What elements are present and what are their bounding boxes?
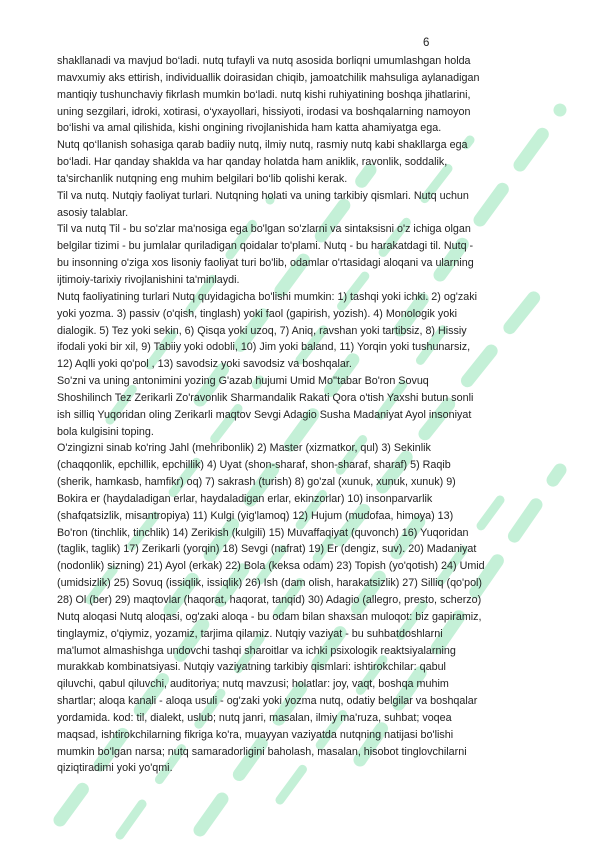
text-line: bola kulgisini toping. [57, 425, 154, 438]
text-line: Til va nutq Til - bu so'zlar ma'nosiga ega bo'lgan so'zlarni va sintaksisni o'z ichiga olgan [57, 223, 471, 236]
text-line: mumkin bo'lgan narsa; nutq samaradorligini baholash, masalan, hisobot tinglovchilarni [57, 745, 467, 758]
text-line: uning sezgilari, idroki, xotirasi, o‘yxayollari, hissiyoti, irodasi va boshqalarning namoyon [57, 105, 471, 118]
text-line: ta’sirchanlik nutqning eng muhim belgilari bo‘lib qolishi kerak. [57, 172, 348, 185]
text-line: O'zingizni sinab ko'ring Jahl (mehribonlik) 2) Master (xizmatkor, qul) 3) Sekinlik [57, 442, 431, 455]
text-line: mavxumiy aks ettirish, individuallik doirasidan chiqib, jamoatchilik mahsuliga aylanadigan [57, 71, 480, 84]
text-line: (shafqatsizlik, misantropiya) 11) Kulgi (yig'lamoq) 12) Hujum (mudofaa, himoya) 13) [57, 509, 454, 522]
text-line: Nutq aloqasi Nutq aloqasi, og'zaki aloqa - bu odam bilan shaxsan muloqot: biz gapiramiz, [57, 610, 482, 623]
text-line: murakkab kombinatsiyasi. Nutqiy vaziyatning tarkibiy qismlari: ishtirokchilar: qabul [57, 661, 446, 674]
text-line: yordamida. kod: til, dialekt, uslub; nutq janri, masalan, ilmiy ma'ruza, suhbat; voqea [57, 711, 452, 724]
text-line: (sherik, hamkasb, hamfikr) oq) 7) sakrash (turish) 8) go'zal (xunuk, xunuk, xunuk) 9) [57, 476, 456, 489]
text-line: qiluvchi, qabul qiluvchi, auditoriya; nutq mavzusi; holatlar: joy, vaqt, boshqa muhim [57, 678, 449, 691]
text-line: ish silliq Yuqoridan oling Zerikarli maqtov Sevgi Adagio Susha Madaniyat Ayol insoniyat [57, 408, 472, 421]
text-line: (nodonlik) sizning) 21) Ayol (erkak) 22) Bola (keksa odam) 23) Topish (yo'qotish) 24) Umid [57, 560, 485, 573]
text-line: So'zni va uning antonimini yozing G'azab hujumi Umid Mo''tabar Bo'ron Sovuq [57, 375, 429, 388]
text-line: asosiy talablar. [57, 206, 129, 219]
text-line: shakllanadi va mavjud bo‘ladi. nutq tufayli va nutq asosida borliqni umumlashgan holda [57, 55, 471, 67]
text-line: yoki yozma. 3) passiv (o'qish, tinglash) yoki faol (gapirish, yozish). 4) Monologik yoki [57, 307, 457, 320]
text-line: bo‘ladi. Har qanday shaklda va har qanday holatda ham aniklik, ravonlik, soddalik, [57, 156, 448, 169]
text-line: tinglaymiz, o'qiymiz, yozamiz, tarjima qilamiz. Nutqiy vaziyat - bu suhbatdoshlarni [57, 627, 443, 640]
text-line: ma'lumot almashishga undovchi tashqi sharoitlar va ichki psixologik reaktsiyalarning [57, 644, 456, 657]
text-line: Til va nutq. Nutqiy faoliyat turlari. Nutqning holati va uning tarkibiy qismlari. Nutq uchun [57, 189, 469, 202]
text-line: bo‘lishi va amal qilishida, kishi ongining rivojlanishida ham katta ahamiyatga ega. [57, 122, 442, 135]
text-line: (taglik, taglik) 17) Zerikarli (yorqin) 18) Sevgi (nafrat) 19) Er (dengiz, suv). 20) Madaniyat [57, 543, 477, 556]
text-line: Bo'ron (tinchlik, tinchlik) 14) Zerikish (kulgili) 15) Muvaffaqiyat (quvonch) 16) Yuqoridan [57, 526, 469, 539]
text-line: shartlar; aloqa kanali - aloqa usuli - og'zaki yoki yozma nutq, odatiy belgilar va boshqalar [57, 695, 478, 708]
text-line: Bokira er (haydaladigan erlar, haydaladigan erlar, ekinzorlar) 10) insonparvarlik [57, 492, 433, 505]
text-line: mantiqiy tushunchaviy fikrlash mumkin bo‘ladi. nutq kishi ruhiyatining boshqa jihatlarini, [57, 88, 471, 101]
text-line: dialogik. 5) Tez yoki sekin, 6) Qisqa yoki uzoq, 7) Aniq, ravshan yoki tartibsiz, 8) Hissiy [57, 324, 467, 337]
text-line: Nutq qo‘llanish sohasiga qarab badiiy nutq, ilmiy nutq, rasmiy nutq kabi shakllarga ega [57, 139, 468, 152]
text-line: (umidsizlik) 25) Sovuq (issiqlik, issiqlik) 26) Ish (dam olish, harakatsizlik) 27) Silliq (qo'pol) [57, 577, 483, 590]
text-line: qiziqtiradimi yoki yo'qmi. [57, 762, 173, 775]
text-line: 28) Ol (ber) 29) maqtovlar (haqorat, haqorat, tanqid) 30) Adagio (allegro, presto, scherzo) [57, 594, 482, 606]
text-line: Nutq faoliyatining turlari Nutq quyidagicha bo'lishi mumkin: 1) tashqi yoki ichki. 2) og'zaki [57, 290, 477, 303]
text-line: bu insonning o'ziga xos lisoniy faoliyat turi bo'lib, odamlar o'rtasidagi aloqani va ularning [57, 257, 474, 270]
text-line: ijtimoiy-tarixiy rivojlanishini ta'minlaydi. [57, 273, 240, 286]
text-line: 12) Aqlli yoki qo'pol , 13) savodsiz yoki savodsiz va boshqalar. [57, 358, 352, 371]
body-text [57, 53, 567, 777]
text-line: (chaqqonlik, epchillik, epchillik) 4) Uyat (shon-sharaf, shon-sharaf, sharaf) 5) Raqib [57, 459, 451, 472]
page-number: 6 [423, 37, 430, 49]
text-line: maqsad, ishtirokchilarning fikriga ko'ra, muayyan vaziyatda nutqning natijasi bo'lishi [57, 728, 454, 741]
text-line: Shoshilinch Tez Zerikarli Zo'ravonlik Sharmandalik Rakati Qora o'tish Yaxshi butun sonli [57, 391, 474, 404]
text-line: ifodali yoki bir xil, 9) Tabiiy yoki odobli, 10) Jim yoki baland, 11) Yorqin yoki tushunarsiz, [57, 341, 471, 354]
text-line: belgilar tizimi - bu jumlalar quriladigan qoidalar to'plami. Nutq - bu harakatdagi til. Nutq - [57, 240, 474, 253]
